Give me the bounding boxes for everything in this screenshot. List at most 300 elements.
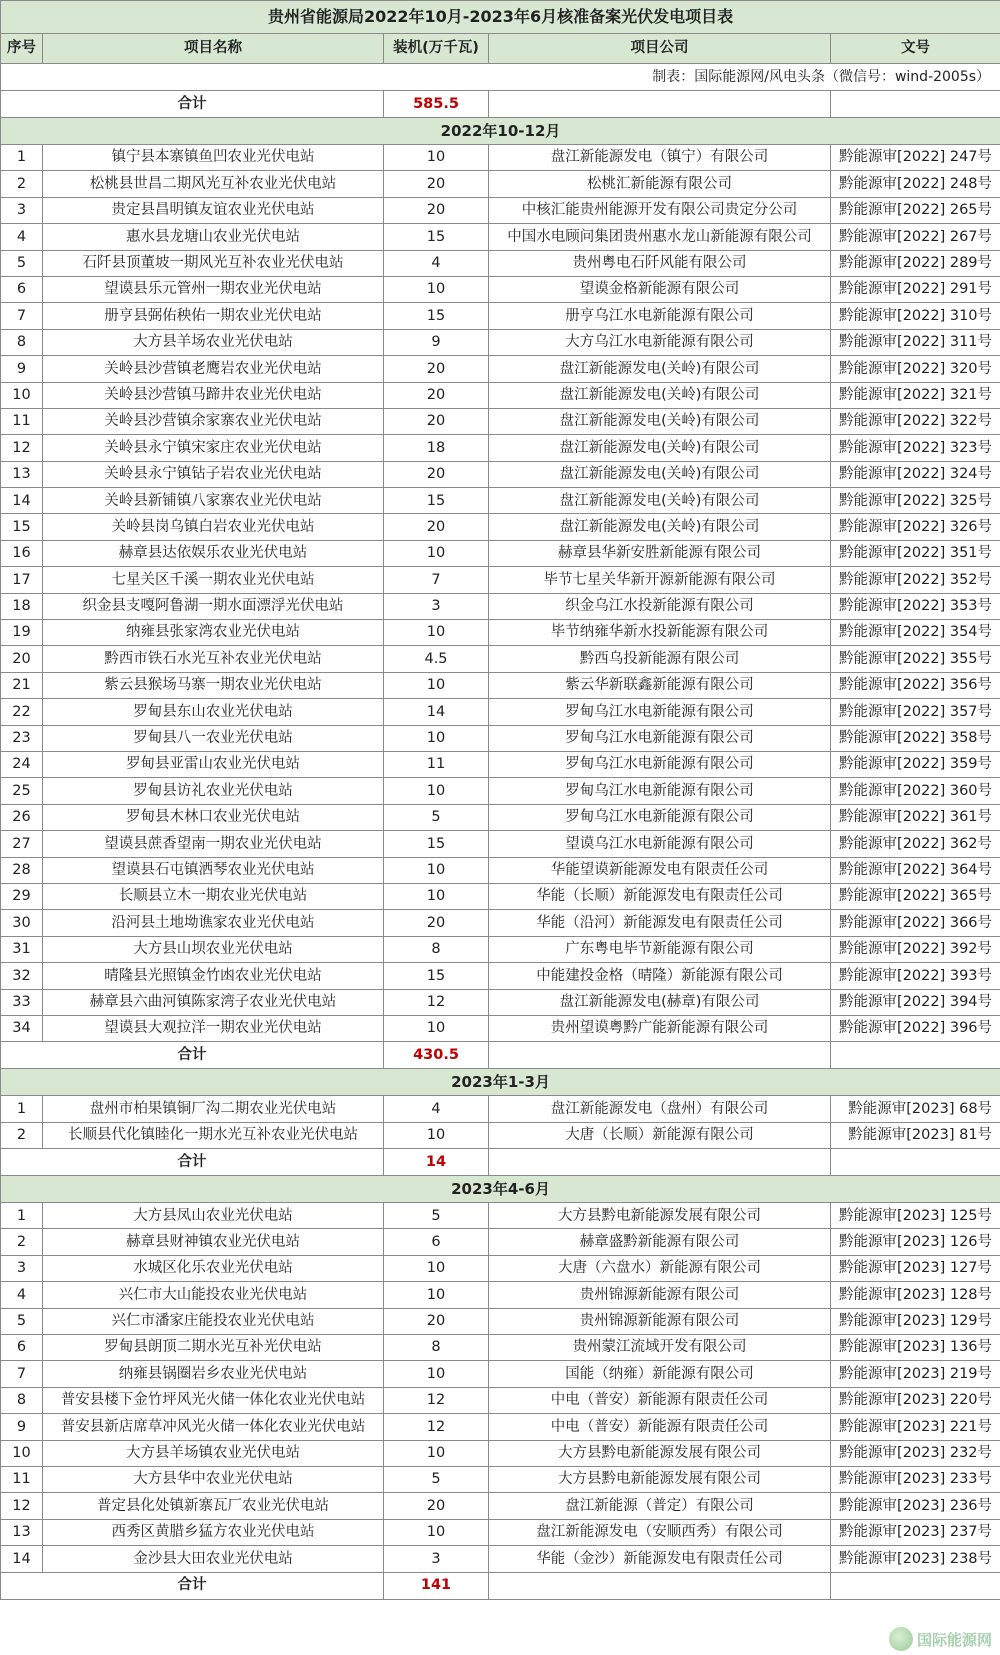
project-name: 赫章县六曲河镇陈家湾子农业光伏电站 [43, 989, 384, 1015]
watermark [889, 1627, 992, 1651]
project-name: 织金县支嘎阿鲁湖一期水面漂浮光伏电站 [43, 593, 384, 619]
company: 华能望谟新能源发电有限责任公司 [489, 857, 831, 883]
row-index: 3 [1, 197, 43, 223]
project-name: 大方县华中农业光伏电站 [43, 1466, 384, 1492]
capacity: 10 [384, 1519, 489, 1545]
project-name: 望谟县蔗香望南一期农业光伏电站 [43, 831, 384, 857]
row-index: 30 [1, 910, 43, 936]
approval-number: 黔能源审[2022] 360号 [831, 778, 1000, 804]
table-row [1, 461, 1000, 487]
table-row [1, 1203, 1000, 1229]
approval-number: 黔能源审[2022] 394号 [831, 989, 1000, 1015]
row-index: 10 [1, 1440, 43, 1466]
approval-number: 黔能源审[2023] 219号 [831, 1361, 1000, 1387]
approval-number: 黔能源审[2023] 127号 [831, 1255, 1000, 1281]
project-name: 罗甸县东山农业光伏电站 [43, 699, 384, 725]
row-index: 12 [1, 435, 43, 461]
empty-cell [489, 1572, 831, 1599]
company: 贵州望谟粤黔广能新能源有限公司 [489, 1015, 831, 1041]
approval-number: 黔能源审[2023] 236号 [831, 1493, 1000, 1519]
company: 望谟乌江水电新能源有限公司 [489, 831, 831, 857]
row-index: 3 [1, 1255, 43, 1281]
row-index: 9 [1, 1414, 43, 1440]
capacity: 10 [384, 1255, 489, 1281]
table-row [1, 672, 1000, 698]
table-row [1, 145, 1000, 171]
company: 中电（普安）新能源有限责任公司 [489, 1414, 831, 1440]
company: 中核汇能贵州能源开发有限公司贵定分公司 [489, 197, 831, 223]
approval-number: 黔能源审[2022] 310号 [831, 303, 1000, 329]
row-index: 11 [1, 1466, 43, 1492]
row-index: 31 [1, 936, 43, 962]
company: 册亨乌江水电新能源有限公司 [489, 303, 831, 329]
company: 赫章盛黔新能源有限公司 [489, 1229, 831, 1255]
row-index: 2 [1, 171, 43, 197]
section-total-row [1, 1572, 1000, 1599]
table-row [1, 408, 1000, 434]
capacity: 10 [384, 883, 489, 909]
company: 罗甸乌江水电新能源有限公司 [489, 699, 831, 725]
approval-number: 黔能源审[2022] 311号 [831, 329, 1000, 355]
project-name: 关岭县永宁镇宋家庄农业光伏电站 [43, 435, 384, 461]
grand-total-row [1, 91, 1000, 118]
row-index: 16 [1, 540, 43, 566]
project-name: 罗甸县访礼农业光伏电站 [43, 778, 384, 804]
header-name: 项目名称 [43, 34, 384, 64]
company: 盘江新能源发电（安顺西秀）有限公司 [489, 1519, 831, 1545]
table-row [1, 1096, 1000, 1122]
project-name: 长顺县代化镇睦化一期水光互补农业光伏电站 [43, 1122, 384, 1148]
empty-cell [831, 1149, 1000, 1176]
capacity: 4 [384, 1096, 489, 1122]
capacity: 5 [384, 1203, 489, 1229]
section-title: 2023年1-3月 [1, 1069, 1000, 1096]
company: 国能（纳雍）新能源有限公司 [489, 1361, 831, 1387]
row-index: 6 [1, 276, 43, 302]
company: 中电（普安）新能源有限责任公司 [489, 1387, 831, 1413]
table-row [1, 1440, 1000, 1466]
project-name: 关岭县沙营镇马蹄井农业光伏电站 [43, 382, 384, 408]
table-row [1, 356, 1000, 382]
approval-number: 黔能源审[2022] 320号 [831, 356, 1000, 382]
approval-number: 黔能源审[2023] 232号 [831, 1440, 1000, 1466]
table-row [1, 276, 1000, 302]
capacity: 10 [384, 1015, 489, 1041]
capacity: 15 [384, 963, 489, 989]
project-name: 镇宁县本寨镇鱼凹农业光伏电站 [43, 145, 384, 171]
company: 大方县黔电新能源发展有限公司 [489, 1440, 831, 1466]
capacity: 8 [384, 1335, 489, 1361]
watermark-logo-icon [889, 1627, 913, 1651]
project-name: 关岭县永宁镇钻子岩农业光伏电站 [43, 461, 384, 487]
approval-number: 黔能源审[2022] 362号 [831, 831, 1000, 857]
capacity: 20 [384, 514, 489, 540]
project-name: 晴隆县光照镇金竹凼农业光伏电站 [43, 963, 384, 989]
row-index: 24 [1, 751, 43, 777]
row-index: 15 [1, 514, 43, 540]
company: 盘江新能源发电(赫章)有限公司 [489, 989, 831, 1015]
section-header-row [1, 118, 1000, 145]
project-name: 盘州市柏果镇铜厂沟二期农业光伏电站 [43, 1096, 384, 1122]
capacity: 10 [384, 1361, 489, 1387]
approval-number: 黔能源审[2022] 248号 [831, 171, 1000, 197]
header-idx: 序号 [1, 34, 43, 64]
project-name: 石阡县顶董坡一期风光互补农业光伏电站 [43, 250, 384, 276]
row-index: 18 [1, 593, 43, 619]
table-row [1, 1493, 1000, 1519]
capacity: 20 [384, 356, 489, 382]
capacity: 20 [384, 1493, 489, 1519]
header-capacity: 装机(万千瓦) [384, 34, 489, 64]
capacity: 10 [384, 620, 489, 646]
table-row [1, 831, 1000, 857]
row-index: 5 [1, 250, 43, 276]
section-total-label: 合计 [1, 1042, 384, 1069]
project-name: 沿河县土地坳谯家农业光伏电站 [43, 910, 384, 936]
table-row [1, 804, 1000, 830]
table-row [1, 250, 1000, 276]
row-index: 29 [1, 883, 43, 909]
approval-number: 黔能源审[2022] 323号 [831, 435, 1000, 461]
credit-row [1, 64, 1000, 91]
project-name: 赫章县达依娱乐农业光伏电站 [43, 540, 384, 566]
header-doc: 文号 [831, 34, 1000, 64]
table-row [1, 883, 1000, 909]
capacity: 20 [384, 1308, 489, 1334]
empty-cell [831, 1572, 1000, 1599]
approval-number: 黔能源审[2022] 365号 [831, 883, 1000, 909]
table-row [1, 224, 1000, 250]
approval-number: 黔能源审[2022] 291号 [831, 276, 1000, 302]
company: 望谟金格新能源有限公司 [489, 276, 831, 302]
approval-number: 黔能源审[2023] 68号 [831, 1096, 1000, 1122]
project-name: 罗甸县木林口农业光伏电站 [43, 804, 384, 830]
table-title: 贵州省能源局2022年10月-2023年6月核准备案光伏发电项目表 [1, 1, 1000, 34]
capacity: 15 [384, 488, 489, 514]
row-index: 25 [1, 778, 43, 804]
company: 盘江新能源发电(关岭)有限公司 [489, 408, 831, 434]
header-company: 项目公司 [489, 34, 831, 64]
project-name: 大方县山坝农业光伏电站 [43, 936, 384, 962]
company: 大方乌江水电新能源有限公司 [489, 329, 831, 355]
empty-cell [489, 1042, 831, 1069]
project-name: 金沙县大田农业光伏电站 [43, 1546, 384, 1572]
capacity: 10 [384, 857, 489, 883]
table-row [1, 1466, 1000, 1492]
capacity: 10 [384, 145, 489, 171]
section-header-row [1, 1069, 1000, 1096]
row-index: 4 [1, 1282, 43, 1308]
header-row [1, 34, 1000, 64]
project-name: 兴仁市大山能投农业光伏电站 [43, 1282, 384, 1308]
project-name: 紫云县猴场马寨一期农业光伏电站 [43, 672, 384, 698]
company: 毕节七星关华新开源新能源有限公司 [489, 567, 831, 593]
project-name: 黔西市铁石水光互补农业光伏电站 [43, 646, 384, 672]
capacity: 12 [384, 1387, 489, 1413]
project-name: 关岭县沙营镇老鹰岩农业光伏电站 [43, 356, 384, 382]
section-title: 2023年4-6月 [1, 1176, 1000, 1203]
table-row [1, 567, 1000, 593]
table-row [1, 593, 1000, 619]
projects-table-body [1, 1, 1000, 1600]
capacity: 5 [384, 804, 489, 830]
approval-number: 黔能源审[2023] 81号 [831, 1122, 1000, 1148]
company: 华能（沿河）新能源发电有限责任公司 [489, 910, 831, 936]
company: 盘江新能源发电(关岭)有限公司 [489, 461, 831, 487]
table-row [1, 1308, 1000, 1334]
company: 大方县黔电新能源发展有限公司 [489, 1466, 831, 1492]
approval-number: 黔能源审[2022] 364号 [831, 857, 1000, 883]
approval-number: 黔能源审[2023] 129号 [831, 1308, 1000, 1334]
approval-number: 黔能源审[2022] 265号 [831, 197, 1000, 223]
grand-total-label: 合计 [1, 91, 384, 118]
capacity: 5 [384, 1466, 489, 1492]
capacity: 10 [384, 672, 489, 698]
row-index: 22 [1, 699, 43, 725]
approval-number: 黔能源审[2022] 357号 [831, 699, 1000, 725]
capacity: 10 [384, 1440, 489, 1466]
company: 罗甸乌江水电新能源有限公司 [489, 725, 831, 751]
table-row [1, 1546, 1000, 1572]
table-title-row [1, 1, 1000, 34]
approval-number: 黔能源审[2023] 238号 [831, 1546, 1000, 1572]
approval-number: 黔能源审[2022] 361号 [831, 804, 1000, 830]
section-total-value: 14 [384, 1149, 489, 1176]
table-row [1, 1122, 1000, 1148]
company: 贵州锦源新能源有限公司 [489, 1282, 831, 1308]
capacity: 15 [384, 831, 489, 857]
empty-cell [831, 1042, 1000, 1069]
capacity: 12 [384, 1414, 489, 1440]
capacity: 20 [384, 197, 489, 223]
section-total-row [1, 1149, 1000, 1176]
capacity: 6 [384, 1229, 489, 1255]
section-total-row [1, 1042, 1000, 1069]
approval-number: 黔能源审[2022] 351号 [831, 540, 1000, 566]
capacity: 10 [384, 540, 489, 566]
row-index: 28 [1, 857, 43, 883]
row-index: 8 [1, 329, 43, 355]
company: 织金乌江水投新能源有限公司 [489, 593, 831, 619]
company: 毕节纳雍华新水投新能源有限公司 [489, 620, 831, 646]
section-total-value: 430.5 [384, 1042, 489, 1069]
approval-number: 黔能源审[2022] 392号 [831, 936, 1000, 962]
row-index: 4 [1, 224, 43, 250]
company: 罗甸乌江水电新能源有限公司 [489, 778, 831, 804]
company: 大唐（六盘水）新能源有限公司 [489, 1255, 831, 1281]
table-row [1, 1282, 1000, 1308]
capacity: 20 [384, 910, 489, 936]
company: 黔西乌投新能源有限公司 [489, 646, 831, 672]
approval-number: 黔能源审[2023] 237号 [831, 1519, 1000, 1545]
row-index: 14 [1, 1546, 43, 1572]
project-name: 罗甸县朗顶二期水光互补光伏电站 [43, 1335, 384, 1361]
section-header-row [1, 1176, 1000, 1203]
table-row [1, 329, 1000, 355]
grand-total-value: 585.5 [384, 91, 489, 118]
capacity: 20 [384, 171, 489, 197]
approval-number: 黔能源审[2023] 136号 [831, 1335, 1000, 1361]
row-index: 21 [1, 672, 43, 698]
approval-number: 黔能源审[2022] 321号 [831, 382, 1000, 408]
row-index: 14 [1, 488, 43, 514]
company: 盘江新能源发电(关岭)有限公司 [489, 435, 831, 461]
project-name: 大方县羊场镇农业光伏电站 [43, 1440, 384, 1466]
capacity: 18 [384, 435, 489, 461]
table-row [1, 382, 1000, 408]
project-name: 罗甸县八一农业光伏电站 [43, 725, 384, 751]
approval-number: 黔能源审[2023] 125号 [831, 1203, 1000, 1229]
table-row [1, 488, 1000, 514]
row-index: 2 [1, 1122, 43, 1148]
company: 大唐（长顺）新能源有限公司 [489, 1122, 831, 1148]
company: 贵州粤电石阡风能有限公司 [489, 250, 831, 276]
company: 罗甸乌江水电新能源有限公司 [489, 751, 831, 777]
approval-number: 黔能源审[2023] 126号 [831, 1229, 1000, 1255]
approval-number: 黔能源审[2022] 247号 [831, 145, 1000, 171]
capacity: 8 [384, 936, 489, 962]
section-total-label: 合计 [1, 1572, 384, 1599]
approval-number: 黔能源审[2023] 220号 [831, 1387, 1000, 1413]
table-row [1, 699, 1000, 725]
capacity: 4.5 [384, 646, 489, 672]
company: 盘江新能源发电(关岭)有限公司 [489, 382, 831, 408]
project-name: 大方县羊场农业光伏电站 [43, 329, 384, 355]
row-index: 9 [1, 356, 43, 382]
row-index: 20 [1, 646, 43, 672]
company: 贵州锦源新能源有限公司 [489, 1308, 831, 1334]
approval-number: 黔能源审[2022] 396号 [831, 1015, 1000, 1041]
table-row [1, 963, 1000, 989]
row-index: 34 [1, 1015, 43, 1041]
row-index: 12 [1, 1493, 43, 1519]
approval-number: 黔能源审[2023] 221号 [831, 1414, 1000, 1440]
project-name: 罗甸县亚雷山农业光伏电站 [43, 751, 384, 777]
capacity: 4 [384, 250, 489, 276]
project-name: 贵定县昌明镇友谊农业光伏电站 [43, 197, 384, 223]
company: 中国水电顾问集团贵州惠水龙山新能源有限公司 [489, 224, 831, 250]
table-row [1, 620, 1000, 646]
project-name: 西秀区黄腊乡猛方农业光伏电站 [43, 1519, 384, 1545]
table-row [1, 778, 1000, 804]
capacity: 20 [384, 461, 489, 487]
company: 盘江新能源发电(关岭)有限公司 [489, 514, 831, 540]
company: 紫云华新联鑫新能源有限公司 [489, 672, 831, 698]
row-index: 1 [1, 1096, 43, 1122]
project-name: 纳雍县锅圈岩乡农业光伏电站 [43, 1361, 384, 1387]
approval-number: 黔能源审[2022] 326号 [831, 514, 1000, 540]
section-total-label: 合计 [1, 1149, 384, 1176]
approval-number: 黔能源审[2022] 356号 [831, 672, 1000, 698]
row-index: 5 [1, 1308, 43, 1334]
project-name: 普安县楼下金竹坪风光火储一体化农业光伏电站 [43, 1387, 384, 1413]
capacity: 9 [384, 329, 489, 355]
company: 贵州蒙江流域开发有限公司 [489, 1335, 831, 1361]
company: 罗甸乌江水电新能源有限公司 [489, 804, 831, 830]
capacity: 14 [384, 699, 489, 725]
row-index: 2 [1, 1229, 43, 1255]
approval-number: 黔能源审[2022] 355号 [831, 646, 1000, 672]
table-row [1, 725, 1000, 751]
company: 盘江新能源发电（镇宁）有限公司 [489, 145, 831, 171]
project-name: 赫章县财神镇农业光伏电站 [43, 1229, 384, 1255]
project-name: 大方县凤山农业光伏电站 [43, 1203, 384, 1229]
approval-number: 黔能源审[2022] 352号 [831, 567, 1000, 593]
row-index: 7 [1, 303, 43, 329]
row-index: 27 [1, 831, 43, 857]
table-row [1, 1335, 1000, 1361]
section-title: 2022年10-12月 [1, 118, 1000, 145]
company: 广东粤电毕节新能源有限公司 [489, 936, 831, 962]
project-name: 望谟县大观拉洋一期农业光伏电站 [43, 1015, 384, 1041]
table-row [1, 936, 1000, 962]
table-row [1, 1414, 1000, 1440]
table-row [1, 857, 1000, 883]
table-row [1, 1519, 1000, 1545]
row-index: 32 [1, 963, 43, 989]
credit-text: 制表：国际能源网/风电头条（微信号：wind-2005s） [1, 64, 1000, 91]
company: 大方县黔电新能源发展有限公司 [489, 1203, 831, 1229]
project-name: 普定县化处镇新寨瓦厂农业光伏电站 [43, 1493, 384, 1519]
row-index: 1 [1, 1203, 43, 1229]
capacity: 11 [384, 751, 489, 777]
project-name: 松桃县世昌二期风光互补农业光伏电站 [43, 171, 384, 197]
table-row [1, 751, 1000, 777]
project-name: 兴仁市潘家庄能投农业光伏电站 [43, 1308, 384, 1334]
capacity: 10 [384, 1282, 489, 1308]
table-row [1, 910, 1000, 936]
approval-number: 黔能源审[2023] 128号 [831, 1282, 1000, 1308]
company: 中能建投金格（晴隆）新能源有限公司 [489, 963, 831, 989]
company: 盘江新能源（普定）有限公司 [489, 1493, 831, 1519]
company: 赫章县华新安胜新能源有限公司 [489, 540, 831, 566]
table-row [1, 1015, 1000, 1041]
capacity: 15 [384, 303, 489, 329]
table-row [1, 1361, 1000, 1387]
capacity: 7 [384, 567, 489, 593]
row-index: 13 [1, 461, 43, 487]
capacity: 3 [384, 593, 489, 619]
company: 华能（长顺）新能源发电有限责任公司 [489, 883, 831, 909]
approval-number: 黔能源审[2023] 233号 [831, 1466, 1000, 1492]
project-name: 长顺县立木一期农业光伏电站 [43, 883, 384, 909]
row-index: 6 [1, 1335, 43, 1361]
table-row [1, 171, 1000, 197]
table-row [1, 514, 1000, 540]
approval-number: 黔能源审[2022] 325号 [831, 488, 1000, 514]
capacity: 10 [384, 1122, 489, 1148]
table-row [1, 1387, 1000, 1413]
approval-number: 黔能源审[2022] 366号 [831, 910, 1000, 936]
table-row [1, 1229, 1000, 1255]
capacity: 10 [384, 778, 489, 804]
table-row [1, 989, 1000, 1015]
approval-number: 黔能源审[2022] 324号 [831, 461, 1000, 487]
table-row [1, 197, 1000, 223]
row-index: 8 [1, 1387, 43, 1413]
approval-number: 黔能源审[2022] 358号 [831, 725, 1000, 751]
project-name: 水城区化乐农业光伏电站 [43, 1255, 384, 1281]
row-index: 19 [1, 620, 43, 646]
project-name: 普安县新店席草冲风光火储一体化农业光伏电站 [43, 1414, 384, 1440]
capacity: 12 [384, 989, 489, 1015]
empty-cell [489, 91, 831, 118]
empty-cell [489, 1149, 831, 1176]
approval-number: 黔能源审[2022] 322号 [831, 408, 1000, 434]
capacity: 3 [384, 1546, 489, 1572]
project-name: 七星关区千溪一期农业光伏电站 [43, 567, 384, 593]
row-index: 11 [1, 408, 43, 434]
